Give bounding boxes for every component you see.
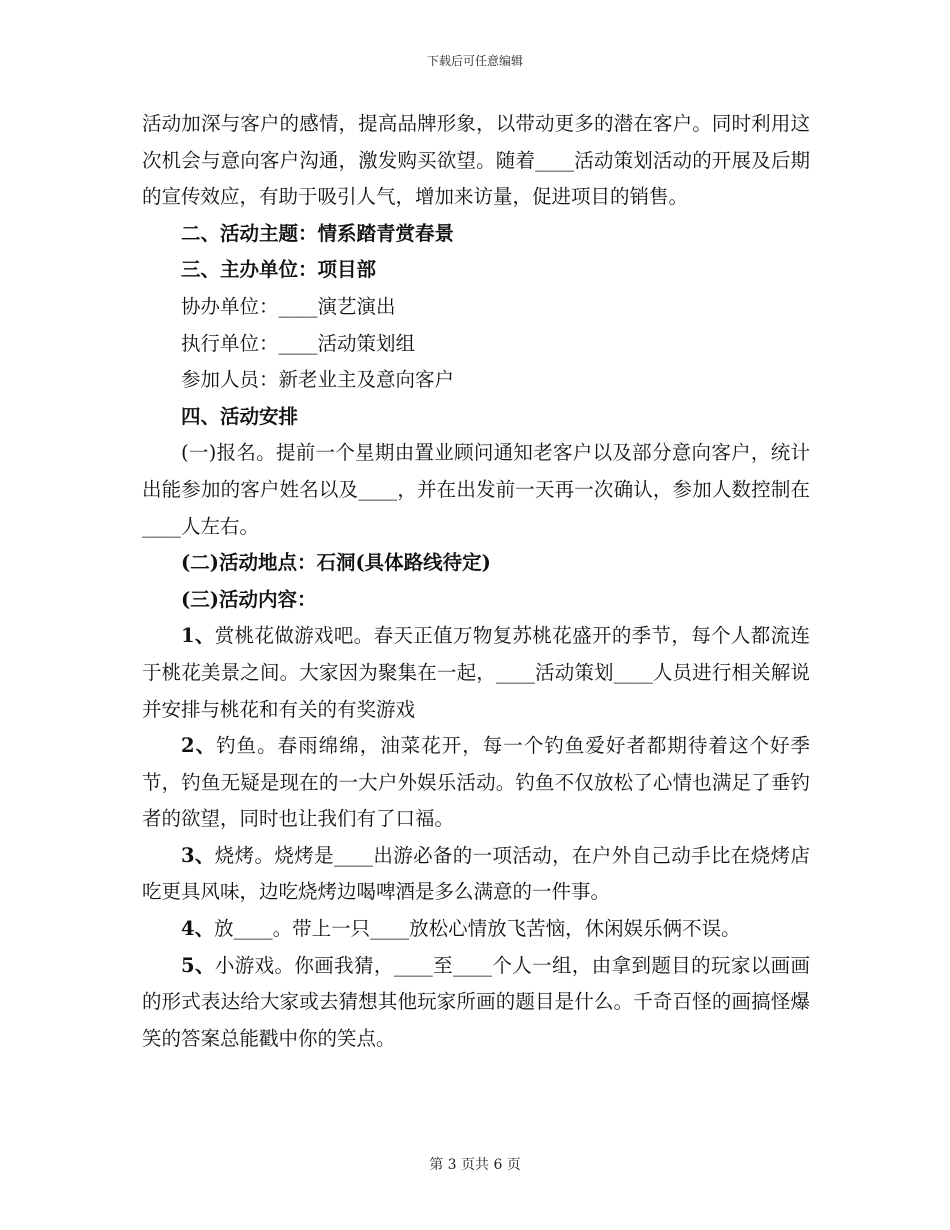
list-item-4 (142, 911, 810, 948)
registration-paragraph: (一)报名。提前一个星期由置业顾问通知老客户以及部分意向客户，统计出能参加的客户姓名以及____，并在出发前一天再一次确认，参加人数控制在____人左右。 (142, 441, 810, 538)
intro-paragraph: 活动加深与客户的感情，提高品牌形象，以带动更多的潜在客户。同时利用这次机会与意向客户沟通，激发购买欲望。随着____活动策划活动的开展及后期的宣传效应，有助于吸引人气，增加来访量，促进项目的销售。 (142, 112, 810, 209)
list-item-3 (142, 838, 810, 911)
list-item-4-number: 4、 (181, 917, 215, 941)
executor-line: 执行单位：____活动策划组 (181, 331, 416, 355)
list-item-1 (142, 618, 810, 728)
participants-line: 参加人员：新老业主及意向客户 (181, 368, 455, 392)
document-body (142, 106, 810, 1057)
list-item-5 (142, 948, 810, 1058)
list-item-1-number: 1、 (181, 624, 215, 648)
page-footer: 第 3 页共 6 页 (429, 1157, 521, 1173)
list-item-3-text: 烧烤。烧烤是____出游必备的一项活动，在户外自己动手比在烧烤店吃更具风味，边吃烧烤边喝啤酒是多么满意的一件事。 (142, 843, 810, 904)
list-item-2-number: 2、 (181, 734, 217, 758)
subheading-location: (二)活动地点：石洞(具体路线待定) (181, 551, 491, 575)
list-item-2 (142, 728, 810, 838)
list-item-4-text: 放____。带上一只____放松心情放飞苦恼，休闲娱乐俩不误。 (214, 917, 741, 941)
section-heading-theme: 二、活动主题：情系踏青赏春景 (181, 221, 455, 245)
list-item-5-number: 5、 (181, 953, 215, 977)
section-heading-organizer: 三、主办单位：项目部 (181, 258, 377, 282)
list-item-2-text: 钓鱼。春雨绵绵，油菜花开，每一个钓鱼爱好者都期待着这个好季节，钓鱼无疑是现在的一大户外娱乐活动。钓鱼不仅放松了心情也满足了垂钓者的欲望，同时也让我们有了口福。 (142, 734, 810, 831)
co-organizer-line: 协办单位：____演艺演出 (181, 294, 396, 318)
list-item-3-number: 3、 (181, 843, 215, 867)
page-header: 下载后可任意编辑 (426, 54, 523, 68)
section-heading-arrangement: 四、活动安排 (181, 404, 299, 428)
list-item-1-text: 赏桃花做游戏吧。春天正值万物复苏桃花盛开的季节，每个人都流连于桃花美景之间。大家因为聚集在一起，____活动策划____人员进行相关解说并安排与桃花和有关的有奖游戏 (142, 624, 810, 721)
subheading-content: (三)活动内容： (181, 587, 317, 611)
list-item-5-text: 小游戏。你画我猜，____至____个人一组，由拿到题目的玩家以画画的形式表达给大家或去猜想其他玩家所画的题目是什么。千奇百怪的画搞怪爆笑的答案总能戳中你的笑点。 (142, 953, 810, 1050)
